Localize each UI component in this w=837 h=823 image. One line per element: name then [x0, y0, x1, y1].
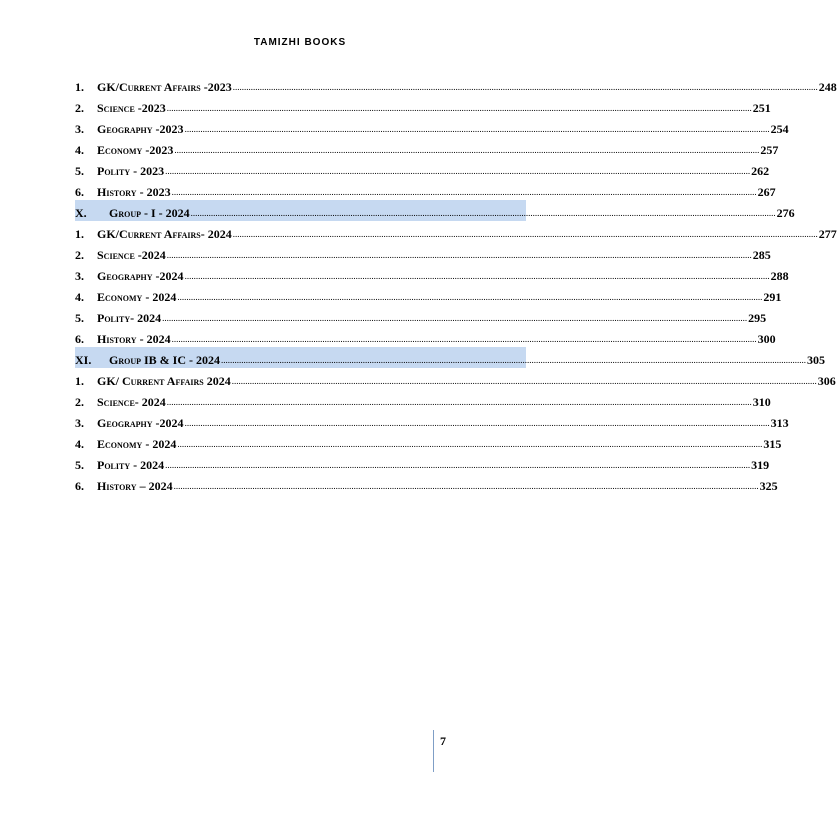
toc-entry-row[interactable]: [75, 410, 789, 431]
toc-entry-page: 254: [770, 122, 789, 136]
toc-entry-title: History - 2023: [97, 185, 171, 199]
table-of-contents: [75, 74, 837, 494]
toc-entry-page: 319: [751, 458, 770, 472]
toc-entry-number: 3.: [75, 269, 84, 283]
toc-entry-number: 4.: [75, 143, 84, 157]
toc-entry-number: 5.: [75, 164, 84, 178]
toc-entry-page: 313: [770, 416, 789, 430]
toc-leader-dots: ....................................................................................................................................................................................................................................................................: [177, 292, 763, 302]
toc-entry-title: History – 2024: [97, 479, 173, 493]
toc-entry-row[interactable]: [75, 179, 776, 200]
toc-entry-page: 315: [763, 437, 782, 451]
toc-entry-title: Economy -2023: [97, 143, 174, 157]
toc-leader-dots: ....................................................................................................................................................................................................................................................................: [165, 460, 751, 470]
toc-entry-number: 1.: [75, 80, 84, 94]
toc-entry-number: 2.: [75, 395, 84, 409]
toc-entry-number: 2.: [75, 101, 84, 115]
toc-entry-row[interactable]: [75, 452, 770, 473]
toc-entry-title: GK/ Current Affairs 2024: [97, 374, 231, 388]
toc-entry-page: 288: [770, 269, 789, 283]
toc-entry-row[interactable]: [75, 326, 776, 347]
toc-leader-dots: ....................................................................................................................................................................................................................................................................: [173, 481, 759, 491]
toc-entry-title: Science -2023: [97, 101, 166, 115]
toc-entry-title: Economy - 2024: [97, 290, 177, 304]
toc-entry-number: 5.: [75, 458, 84, 472]
toc-entry-number: 1.: [75, 374, 84, 388]
toc-leader-dots: ....................................................................................................................................................................................................................................................................: [162, 313, 748, 323]
toc-entry-page: 277: [818, 227, 837, 241]
toc-leader-dots: ....................................................................................................................................................................................................................................................................: [171, 187, 757, 197]
toc-leader-dots: ....................................................................................................................................................................................................................................................................: [166, 250, 752, 260]
toc-entry-title: Group IB & IC - 2024: [109, 353, 220, 367]
toc-entry-title: Geography -2024: [97, 269, 184, 283]
toc-entry-title: Polity - 2024: [97, 458, 165, 472]
toc-section-row[interactable]: [75, 200, 795, 221]
toc-leader-dots: ....................................................................................................................................................................................................................................................................: [171, 334, 757, 344]
toc-entry-page: 267: [757, 185, 776, 199]
toc-entry-title: History - 2024: [97, 332, 171, 346]
toc-leader-dots: ....................................................................................................................................................................................................................................................................: [232, 82, 818, 92]
toc-leader-dots: ....................................................................................................................................................................................................................................................................: [166, 397, 752, 407]
toc-entry-number: 3.: [75, 122, 84, 136]
toc-entry-page: 305: [807, 353, 825, 367]
toc-entry-page: 251: [752, 101, 771, 115]
toc-entry-number: 4.: [75, 290, 84, 304]
toc-entry-row[interactable]: [75, 263, 789, 284]
toc-entry-page: 310: [752, 395, 771, 409]
toc-entry-title: Group - I - 2024: [109, 206, 190, 220]
toc-entry-row[interactable]: [75, 137, 779, 158]
toc-entry-page: 262: [751, 164, 770, 178]
toc-entry-title: Polity - 2023: [97, 164, 165, 178]
toc-leader-dots: ....................................................................................................................................................................................................................................................................: [184, 124, 770, 134]
toc-entry-page: 306: [817, 374, 836, 388]
toc-entry-page: 300: [757, 332, 776, 346]
toc-entry-number: 5.: [75, 311, 84, 325]
toc-entry-row[interactable]: [75, 305, 767, 326]
toc-entry-row[interactable]: [75, 473, 778, 494]
toc-entry-number: 4.: [75, 437, 84, 451]
toc-entry-page: 291: [763, 290, 782, 304]
toc-entry-title: Geography -2024: [97, 416, 184, 430]
toc-entry-title: Polity- 2024: [97, 311, 162, 325]
toc-leader-dots: ....................................................................................................................................................................................................................................................................: [177, 439, 763, 449]
toc-entry-page: 248: [818, 80, 837, 94]
toc-leader-dots: ....................................................................................................................................................................................................................................................................: [232, 229, 818, 239]
toc-entry-number: 6.: [75, 332, 84, 346]
toc-entry-number: 6.: [75, 479, 84, 493]
toc-entry-page: 295: [748, 311, 767, 325]
toc-leader-dots: ....................................................................................................................................................................................................................................................................: [184, 271, 770, 281]
toc-entry-number: 2.: [75, 248, 84, 262]
page-number: 7: [440, 734, 446, 748]
toc-entry-title: Science -2024: [97, 248, 166, 262]
toc-leader-dots: ....................................................................................................................................................................................................................................................................: [221, 355, 806, 365]
toc-entry-row[interactable]: [75, 116, 789, 137]
toc-entry-title: GK/Current Affairs -2023: [97, 80, 232, 94]
toc-section-row[interactable]: [75, 347, 825, 368]
toc-entry-row[interactable]: [75, 284, 782, 305]
toc-entry-row[interactable]: [75, 368, 836, 389]
toc-entry-row[interactable]: [75, 431, 782, 452]
toc-entry-page: 325: [759, 479, 778, 493]
toc-entry-row[interactable]: [75, 74, 837, 95]
toc-leader-dots: ....................................................................................................................................................................................................................................................................: [174, 145, 760, 155]
toc-entry-page: 257: [760, 143, 779, 157]
toc-entry-number: X.: [75, 206, 87, 220]
toc-entry-row[interactable]: [75, 95, 771, 116]
footer-rule: [433, 730, 434, 772]
toc-leader-dots: ....................................................................................................................................................................................................................................................................: [231, 376, 817, 386]
toc-entry-title: Science- 2024: [97, 395, 166, 409]
toc-entry-number: XI.: [75, 353, 92, 367]
toc-entry-row[interactable]: [75, 221, 837, 242]
toc-entry-number: 3.: [75, 416, 84, 430]
toc-entry-title: Geography -2023: [97, 122, 184, 136]
toc-leader-dots: ....................................................................................................................................................................................................................................................................: [190, 208, 776, 218]
toc-entry-page: 285: [752, 248, 771, 262]
page-header: TAMIZHI BOOKS: [253, 37, 347, 48]
toc-entry-number: 6.: [75, 185, 84, 199]
toc-leader-dots: ....................................................................................................................................................................................................................................................................: [165, 166, 751, 176]
toc-leader-dots: ....................................................................................................................................................................................................................................................................: [166, 103, 752, 113]
toc-entry-title: GK/Current Affairs- 2024: [97, 227, 232, 241]
toc-entry-page: 276: [776, 206, 795, 220]
toc-entry-number: 1.: [75, 227, 84, 241]
toc-entry-title: Economy - 2024: [97, 437, 177, 451]
toc-entry-row[interactable]: [75, 389, 771, 410]
toc-leader-dots: ....................................................................................................................................................................................................................................................................: [184, 418, 770, 428]
toc-entry-row[interactable]: [75, 158, 770, 179]
toc-entry-row[interactable]: [75, 242, 771, 263]
